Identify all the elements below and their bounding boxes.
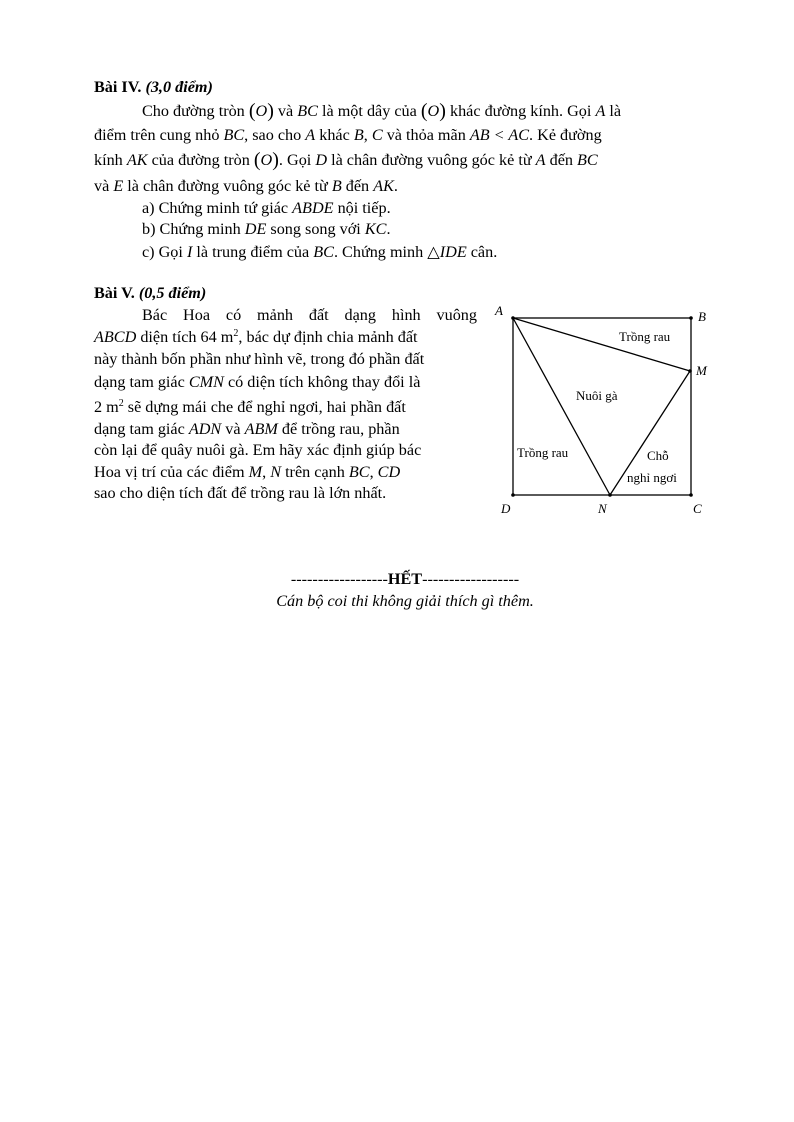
math-abcd: ABCD xyxy=(94,328,137,346)
bai4-line-2: điểm trên cung nhỏ BC, sao cho A khác B, C và thỏa mãn AB < AC. Kẻ đường xyxy=(94,126,602,144)
math-a: A xyxy=(535,151,546,169)
point-m xyxy=(688,369,692,373)
label-b: B xyxy=(698,309,706,324)
text: là một dây của xyxy=(317,102,421,120)
point-c xyxy=(689,493,693,497)
text: . xyxy=(386,220,391,238)
triangle-symbol: △ xyxy=(427,243,440,261)
label-c: C xyxy=(693,501,702,516)
text: dạng tam giác xyxy=(94,420,189,438)
text: có diện tích không thay đổi là xyxy=(223,373,421,391)
region-nuoi-ga: Nuôi gà xyxy=(576,388,618,403)
text: là chân đường vuông góc kẻ từ xyxy=(123,177,332,195)
label-a: A xyxy=(495,303,503,318)
text: là trung điểm của xyxy=(192,243,314,261)
region-trong-rau-top: Trồng rau xyxy=(619,329,671,344)
text: , xyxy=(369,463,378,481)
math-bc: BC xyxy=(577,151,598,169)
bai5-line-2 xyxy=(94,328,418,347)
superscript: 2 xyxy=(118,398,124,409)
text: nội tiếp. xyxy=(333,199,391,217)
bai5-line-3 xyxy=(94,350,424,369)
text: cân. xyxy=(466,243,498,261)
math-adn: ADN xyxy=(188,420,222,438)
math-a: A xyxy=(595,102,606,120)
end-label: HẾT xyxy=(387,570,423,588)
math-ide: IDE xyxy=(439,243,467,261)
text: Hoa vị trí của các điểm xyxy=(94,463,249,481)
text: khác xyxy=(315,126,354,144)
bai4-item-c xyxy=(142,242,497,262)
dashes-left: ------------------ xyxy=(290,570,388,588)
text: . Gọi xyxy=(278,151,316,169)
text: , xyxy=(262,463,271,481)
square-field-figure xyxy=(490,300,720,520)
text: Bác Hoa có mảnh đất dạng hình vuông xyxy=(142,306,477,324)
bai4-item-a xyxy=(142,199,391,218)
bai4-line-1: Cho đường tròn (O) và BC là một dây của (O) khác đường kính. Gọi A là xyxy=(142,100,622,122)
text: c) Gọi xyxy=(142,243,187,261)
math-ak: AK xyxy=(126,151,148,169)
math-cd: CD xyxy=(377,463,401,481)
text: và thỏa mãn xyxy=(382,126,470,144)
dashes-right: ------------------ xyxy=(422,570,520,588)
bai5-points: (0,5 điểm) xyxy=(138,284,207,302)
text: . Chứng minh xyxy=(333,243,428,261)
bai5-line-1 xyxy=(142,306,477,325)
text: , bác dự định chia mảnh đất xyxy=(238,328,418,346)
math-d: D xyxy=(315,151,328,169)
region-nghi-ngoi: nghỉ ngơi xyxy=(627,470,677,485)
math-a: A xyxy=(305,126,316,144)
point-d xyxy=(511,493,515,497)
math-bc: BC xyxy=(313,243,334,261)
text: 2 m xyxy=(94,398,119,416)
math-bc: BC xyxy=(297,102,318,120)
bai4-title-label: Bài IV. xyxy=(94,78,142,96)
text: điểm trên cung nhỏ xyxy=(94,126,224,144)
math-abde: ABDE xyxy=(292,199,334,217)
bai5-line-9 xyxy=(94,484,386,503)
bai4-title xyxy=(94,78,213,97)
text: còn lại để quây nuôi gà. Em hãy xác định giúp bác xyxy=(94,441,422,459)
bai4-line-3: kính AK của đường tròn (O). Gọi D là chân đường vuông góc kẻ từ A đến BC xyxy=(94,149,598,171)
text: và xyxy=(94,177,114,195)
math-n: N xyxy=(270,463,282,481)
label-d: D xyxy=(501,501,511,516)
math-i: I xyxy=(186,243,193,261)
math-c: C xyxy=(371,126,383,144)
point-a xyxy=(511,316,515,320)
bai5-line-5 xyxy=(94,398,406,417)
text: và xyxy=(273,102,298,120)
text: để trồng rau, phần xyxy=(277,420,400,438)
region-cho: Chỗ xyxy=(647,448,669,463)
superscript: 2 xyxy=(233,328,239,339)
region-trong-rau-left: Trồng rau xyxy=(517,445,569,460)
point-n xyxy=(608,493,612,497)
text: , sao cho xyxy=(244,126,306,144)
bai5-line-6 xyxy=(94,420,400,439)
segment-am xyxy=(513,318,690,371)
text: sao cho diện tích đất để trồng rau là lớn nhất. xyxy=(94,484,387,502)
math-bc: BC xyxy=(223,126,245,144)
text: trên cạnh xyxy=(281,463,349,481)
text: đến xyxy=(341,177,374,195)
text: kính xyxy=(94,151,127,169)
segment-an xyxy=(513,318,610,495)
math-cmn: CMN xyxy=(188,373,224,391)
bai5-title-label: Bài V. xyxy=(94,284,135,302)
bai5-title xyxy=(94,284,206,303)
label-n: N xyxy=(598,501,607,516)
bai4-item-b xyxy=(142,220,391,239)
bai4-line-4 xyxy=(94,177,398,196)
text: Cho đường tròn xyxy=(142,102,249,120)
label-m: M xyxy=(696,363,707,378)
math-kc: KC xyxy=(364,220,387,238)
proctor-note: Cán bộ coi thi không giải thích gì thêm. xyxy=(276,592,534,610)
math-b: B xyxy=(331,177,342,195)
text: song song với xyxy=(266,220,365,238)
math-abm: ABM xyxy=(244,420,278,438)
bai5-line-4 xyxy=(94,373,420,392)
math-ak: AK xyxy=(373,177,394,195)
math-o: O xyxy=(260,151,273,169)
math-b: B xyxy=(353,126,364,144)
text: dạng tam giác xyxy=(94,373,189,391)
math-o: O xyxy=(427,102,440,120)
point-b xyxy=(689,316,693,320)
text: này thành bốn phần như hình vẽ, trong đó phần đất xyxy=(94,350,425,368)
text: diện tích 64 m xyxy=(136,328,234,346)
math-o: O xyxy=(255,102,268,120)
math-inequality: AB < AC xyxy=(469,126,530,144)
bai5-line-7 xyxy=(94,441,421,460)
math-bc: BC xyxy=(348,463,370,481)
bai4-points: (3,0 điểm) xyxy=(145,78,213,96)
text: đến xyxy=(545,151,578,169)
text: . xyxy=(393,177,398,195)
text: sẽ dựng mái che để nghỉ ngơi, hai phần đất xyxy=(123,398,406,416)
text: . Kẻ đường xyxy=(529,126,602,144)
math-e: E xyxy=(113,177,124,195)
bai5-line-8 xyxy=(94,463,400,482)
math-de: DE xyxy=(244,220,267,238)
end-marker xyxy=(0,570,794,589)
text: b) Chứng minh xyxy=(142,220,245,238)
text: và xyxy=(221,420,245,438)
text: là chân đường vuông góc kẻ từ xyxy=(327,151,536,169)
math-m: M xyxy=(248,463,263,481)
text: là xyxy=(605,102,622,120)
text: khác đường kính. Gọi xyxy=(445,102,596,120)
text: của đường tròn xyxy=(147,151,254,169)
text: a) Chứng minh tứ giác xyxy=(142,199,293,217)
